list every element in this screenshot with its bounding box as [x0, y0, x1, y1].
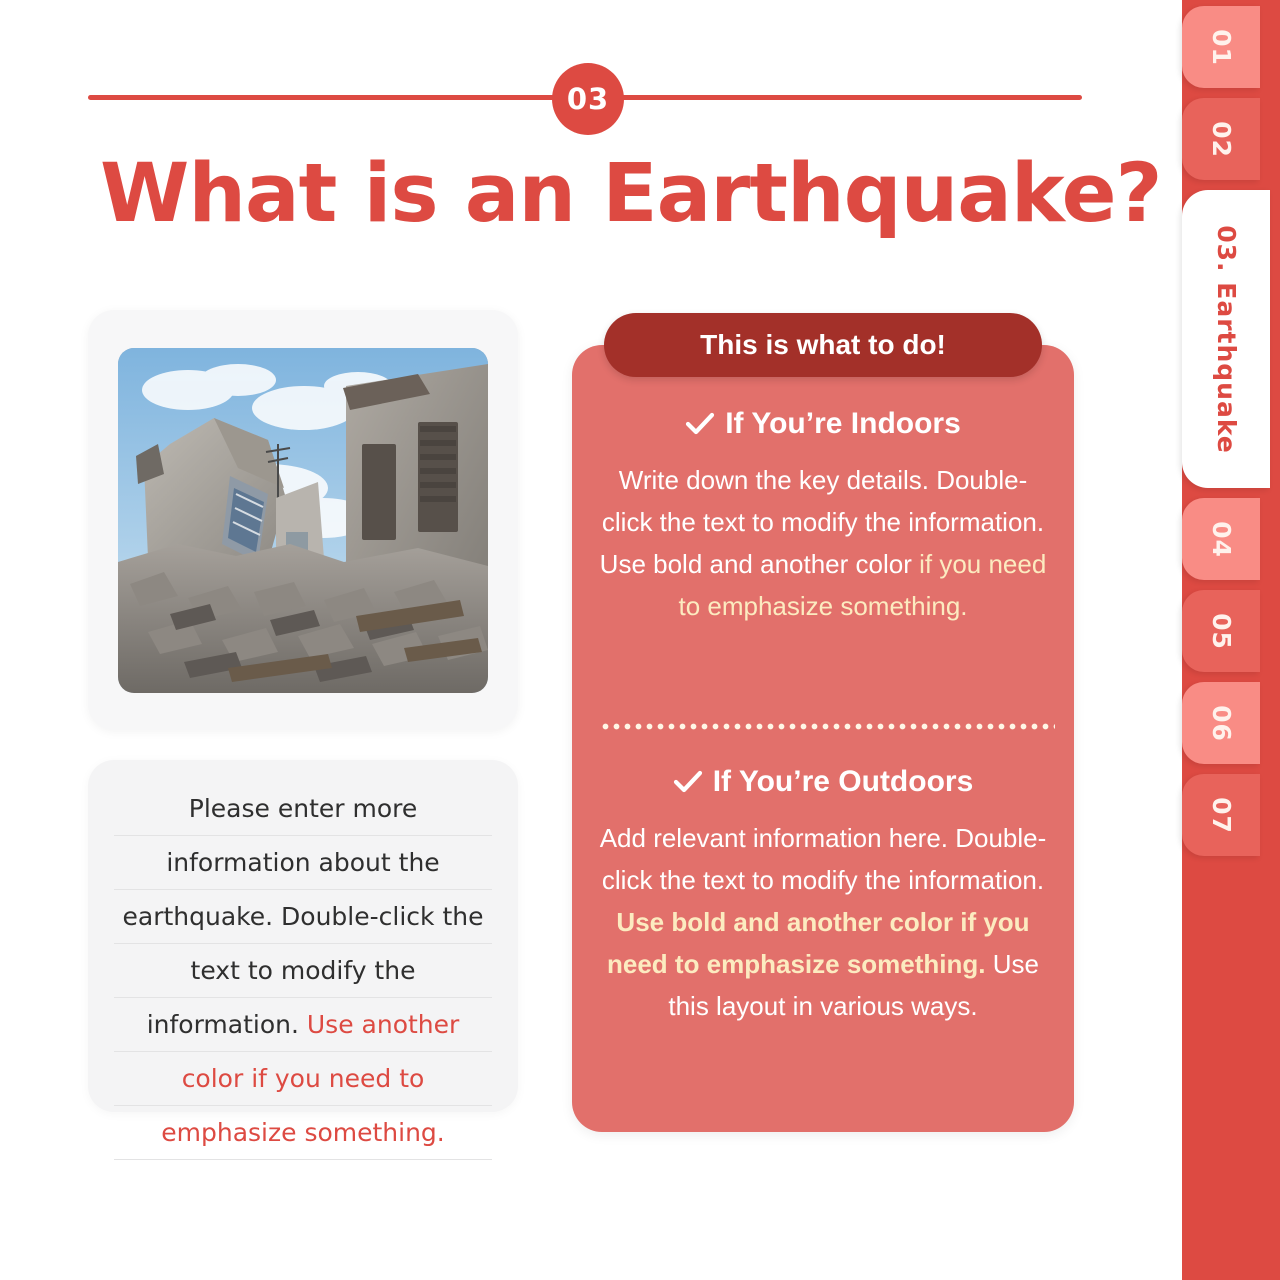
note-text-accent: Use another color if you need to emphasize something.	[161, 1010, 460, 1147]
earthquake-rubble-image	[118, 348, 488, 693]
tab-06-label: 06	[1206, 704, 1236, 742]
tab-04-label: 04	[1206, 520, 1236, 558]
section-outdoors	[572, 765, 1074, 1027]
outdoors-body-plain: Add relevant information here. Double-click the text to modify the information.	[599, 823, 1047, 895]
outdoors-body-tail: Use this layout in various ways.	[668, 949, 1039, 1021]
section-indoors-title: If You’re Indoors	[725, 407, 961, 440]
section-outdoors-title: If You’re Outdoors	[712, 765, 974, 798]
tab-06[interactable]	[1182, 682, 1260, 764]
check-icon	[685, 411, 715, 437]
tab-03-label: 03. Earthquake	[1211, 224, 1241, 454]
check-icon	[673, 769, 703, 795]
tab-07-label: 07	[1206, 796, 1236, 834]
tab-02[interactable]	[1182, 98, 1260, 180]
section-outdoors-body[interactable]	[596, 817, 1050, 1027]
tab-03-earthquake[interactable]	[1182, 190, 1270, 488]
indoors-body-emphasis: if you need to emphasize something.	[678, 549, 1047, 621]
info-card-header-pill: This is what to do!	[604, 313, 1042, 377]
tab-01[interactable]	[1182, 6, 1260, 88]
section-indoors-heading	[596, 407, 1050, 441]
tab-07[interactable]	[1182, 774, 1260, 856]
note-text-plain: Please enter more information about the earthquake. Double-click the text to modify the information.	[122, 794, 484, 1039]
tab-01-label: 01	[1206, 28, 1236, 66]
tab-02-label: 02	[1206, 120, 1236, 158]
section-tab-strip	[1182, 0, 1280, 1280]
indoors-body-plain: Write down the key details. Double-click the text to modify the information. Use bold and another color	[599, 465, 1045, 579]
section-number-badge: 03	[552, 63, 624, 135]
section-indoors	[572, 407, 1074, 627]
info-card	[572, 345, 1074, 1132]
tab-05[interactable]	[1182, 590, 1260, 672]
tab-04[interactable]	[1182, 498, 1260, 580]
section-outdoors-heading	[596, 765, 1050, 799]
section-indoors-body[interactable]	[596, 459, 1050, 627]
section-divider-dotted	[600, 723, 1055, 730]
photo-frame	[88, 310, 518, 730]
note-card[interactable]	[88, 760, 518, 1147]
page-title: What is an Earthquake?	[100, 147, 1162, 241]
outdoors-body-emphasis: Use bold and another color if you need to emphasize something.	[607, 907, 1030, 979]
tab-05-label: 05	[1206, 612, 1236, 650]
note-card-text[interactable]	[114, 782, 492, 1160]
